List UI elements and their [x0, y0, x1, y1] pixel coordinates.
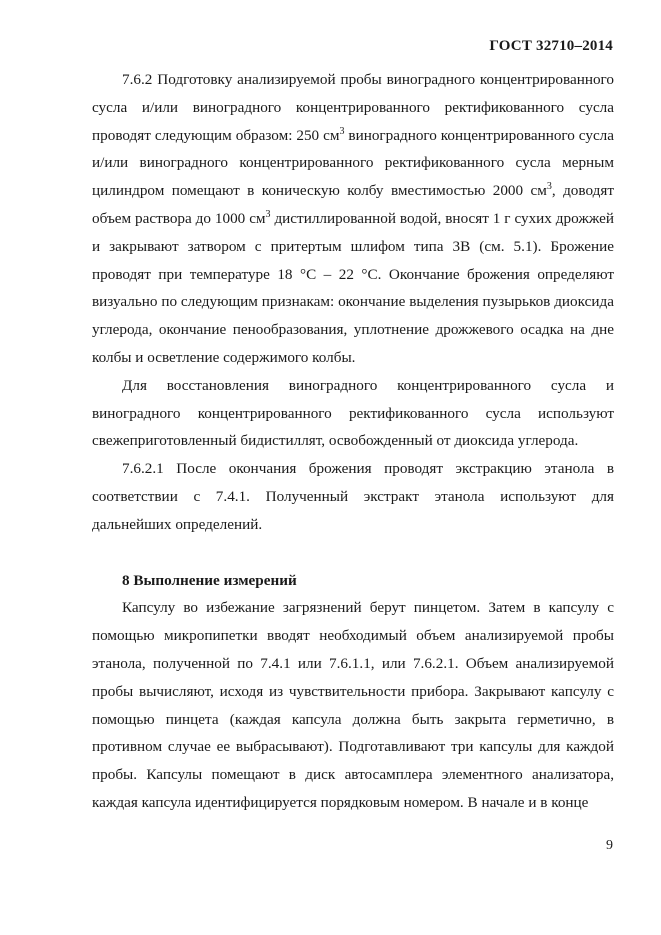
paragraph-text: дистиллированной водой, вносят 1 г сухих дрожжей и закрывают затвором с притертым шлифом типа 3В (см. 5.1). Брожение проводят при температуре 18 °С – 22 °С. Окончание брожения определяют визуально по следующим признакам: окончание выделения пузырьков диоксида углерода, окончание пенообразования, уплотнение дрожжевого осадка на дне колбы и осветление содержимого колбы.	[92, 209, 614, 366]
paragraph-restoration: Для восстановления виноградного концентрированного сусла и виноградного концентрированного ректификованного сусла используют свежеприготовленный бидистиллят, освобожденный от диоксида углерода.	[92, 376, 614, 450]
document-code-header: ГОСТ 32710–2014	[489, 38, 613, 54]
superscript: 3	[546, 181, 552, 193]
document-body	[92, 66, 614, 817]
paragraph-measurements: Капсулу во избежание загрязнений берут пинцетом. Затем в капсулу с помощью микропипетки вводят необходимый объем анализируемой пробы этанола, полученной по 7.4.1 или 7.6.1.1, или 7.6.2.1. Объем анализируемой пробы вычисляют, исходя из чувствительности прибора. Закрывают капсулу с помощью пинцета (каждая капсула должна быть закрыта герметично, в противном случае ее выбрасывают). Подготавливают три капсулы для каждой пробы. Капсулы помещают в диск автосамплера элементного анализатора, каждая капсула идентифицируется порядковым номером. В начале и в конце	[92, 599, 614, 811]
section-title: 8 Выполнение измерений	[122, 571, 297, 589]
paragraph-7-6-2-1: 7.6.2.1 После окончания брожения проводят экстракцию этанола в соответствии с 7.4.1. Полученный экстракт этанола используют для дальнейших определений.	[92, 460, 614, 533]
paragraph-7-6-2	[92, 66, 614, 372]
paragraph-text: виноградного концентрированного сусла и/или виноградного концентрированного ректификованного сусла мерным цилиндром помещают в коническую колбу вместимостью 2000 см	[92, 126, 615, 200]
paragraph-text: , доводят объем раствора до 1000 см	[92, 182, 614, 227]
paragraph-text: 7.6.2 Подготовку анализируемой пробы виноградного концентрированного сусла и/или виноградного концентрированного ректификованного сусла проводят следующим образом: 250 см	[92, 71, 614, 144]
page-number: 9	[606, 838, 613, 853]
superscript: 3	[265, 208, 271, 220]
superscript: 3	[339, 125, 345, 137]
